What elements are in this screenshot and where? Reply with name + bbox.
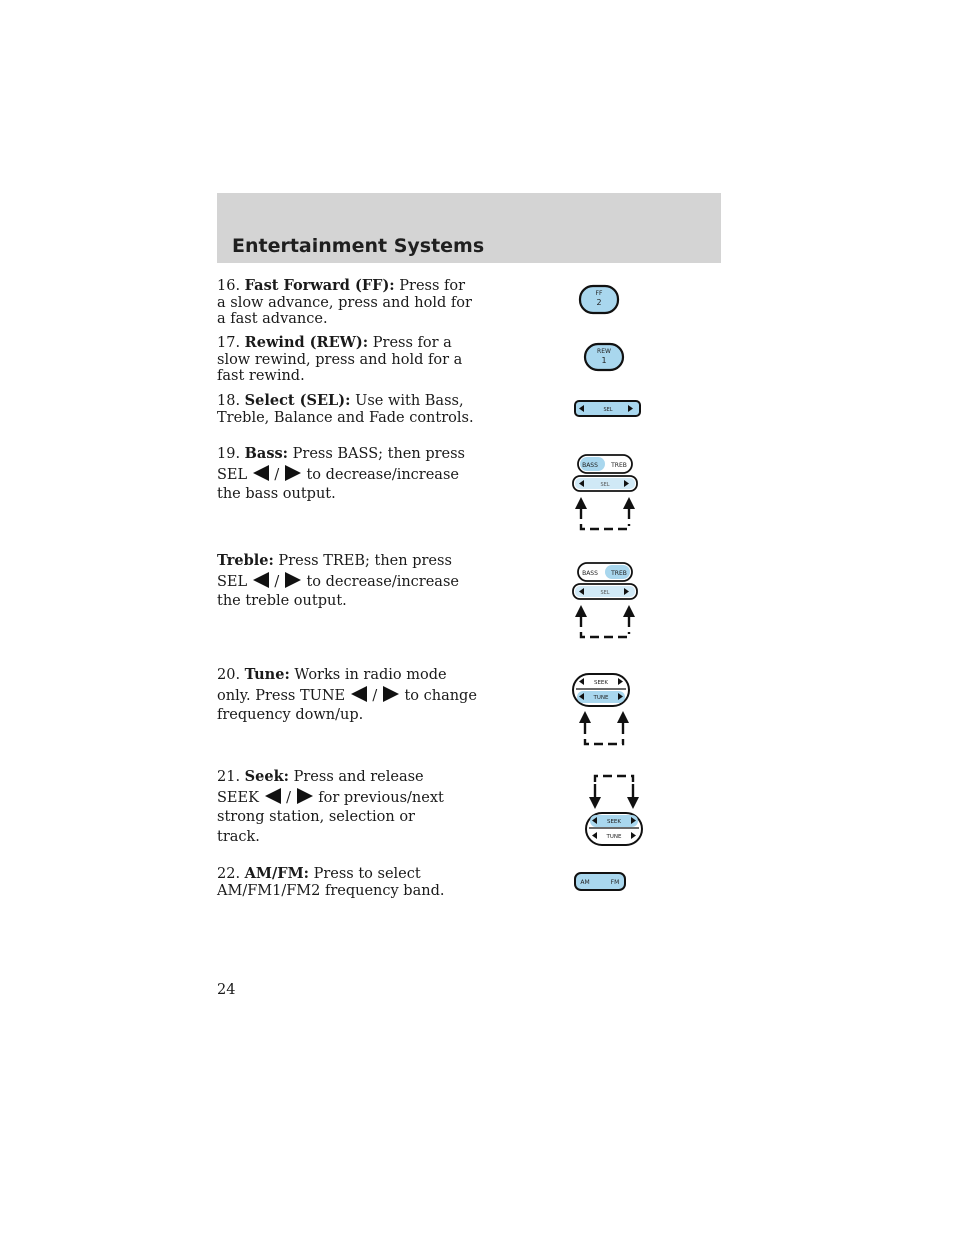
- sel-button-illustration: [573, 399, 643, 419]
- tune-illustration: [570, 672, 632, 750]
- entry-term: Seek:: [244, 768, 289, 785]
- entry-term: Bass:: [244, 445, 289, 462]
- bass-label: BASS: [582, 570, 598, 577]
- bass-label: BASS: [582, 462, 598, 469]
- tune-label: TUNE: [606, 834, 622, 840]
- entry-bass: 19. Bass: Press BASS; then press SEL / to decrease/increase the bass output.: [217, 445, 465, 502]
- amfm-button-illustration: [573, 871, 629, 893]
- ff-label: FF: [595, 290, 603, 297]
- entry-term: AM/FM:: [244, 865, 309, 882]
- dashed-connector: [581, 632, 629, 637]
- up-arrow-icon: [623, 497, 635, 509]
- entry-rewind: 17. Rewind (REW): Press for a slow rewind, press and hold for a fast rewind.: [217, 334, 463, 384]
- section-header: [217, 193, 721, 263]
- entry-term: Fast Forward (FF):: [244, 277, 395, 294]
- entry-fast-forward: 16. Fast Forward (FF): Press for a slow advance, press and hold for a fast advance.: [217, 277, 472, 327]
- dashed-connector: [585, 739, 623, 744]
- right-triangle-icon: [296, 788, 314, 804]
- ff-button-illustration: [578, 284, 622, 316]
- entry-term: Select (SEL):: [244, 392, 351, 409]
- up-arrow-icon: [575, 605, 587, 617]
- right-triangle-icon: [284, 465, 302, 481]
- sel-label: SEL: [600, 482, 610, 488]
- section-title: Entertainment Systems: [232, 235, 485, 257]
- entry-seek: 21. Seek: Press and release SEEK / for previous/next strong station, selection or track.: [217, 768, 444, 845]
- left-triangle-icon: [264, 788, 282, 804]
- ff-number: 2: [596, 298, 602, 307]
- down-arrow-icon: [627, 797, 639, 809]
- seek-label: SEEK: [593, 680, 609, 686]
- dashed-connector: [595, 776, 633, 782]
- entry-tune: 20. Tune: Works in radio mode only. Press TUNE / to change frequency down/up.: [217, 666, 477, 723]
- right-triangle-icon: [382, 686, 400, 702]
- treble-illustration: [570, 560, 642, 642]
- right-triangle-icon: [284, 572, 302, 588]
- rew-button-illustration: [583, 342, 627, 374]
- rew-label: REW: [597, 348, 611, 355]
- up-arrow-icon: [575, 497, 587, 509]
- up-arrow-icon: [623, 605, 635, 617]
- seek-label: SEEK: [606, 819, 622, 825]
- entry-term: Tune:: [244, 666, 290, 683]
- sel-label: SEL: [603, 407, 613, 413]
- fm-label: FM: [610, 879, 620, 886]
- dashed-connector: [581, 524, 629, 529]
- treb-label: TREB: [611, 462, 627, 469]
- page-number: 24: [217, 982, 236, 998]
- left-triangle-icon: [252, 465, 270, 481]
- seek-illustration: [582, 772, 646, 848]
- treb-label: TREB: [611, 570, 627, 577]
- entry-term: Rewind (REW):: [244, 334, 369, 351]
- entry-am-fm: 22. AM/FM: Press to select AM/FM1/FM2 frequency band.: [217, 865, 445, 899]
- left-triangle-icon: [350, 686, 368, 702]
- up-arrow-icon: [617, 711, 629, 723]
- sel-label: SEL: [600, 590, 610, 596]
- rew-number: 1: [601, 356, 607, 365]
- left-triangle-icon: [252, 572, 270, 588]
- entry-select: 18. Select (SEL): Use with Bass, Treble, Balance and Fade controls.: [217, 392, 474, 426]
- entry-term: Treble:: [217, 552, 274, 569]
- up-arrow-icon: [579, 711, 591, 723]
- entry-treble: Treble: Press TREB; then press SEL / to decrease/increase the treble output.: [217, 552, 459, 609]
- am-label: AM: [580, 879, 590, 886]
- bass-illustration: [570, 452, 642, 534]
- tune-label: TUNE: [593, 695, 609, 701]
- down-arrow-icon: [589, 797, 601, 809]
